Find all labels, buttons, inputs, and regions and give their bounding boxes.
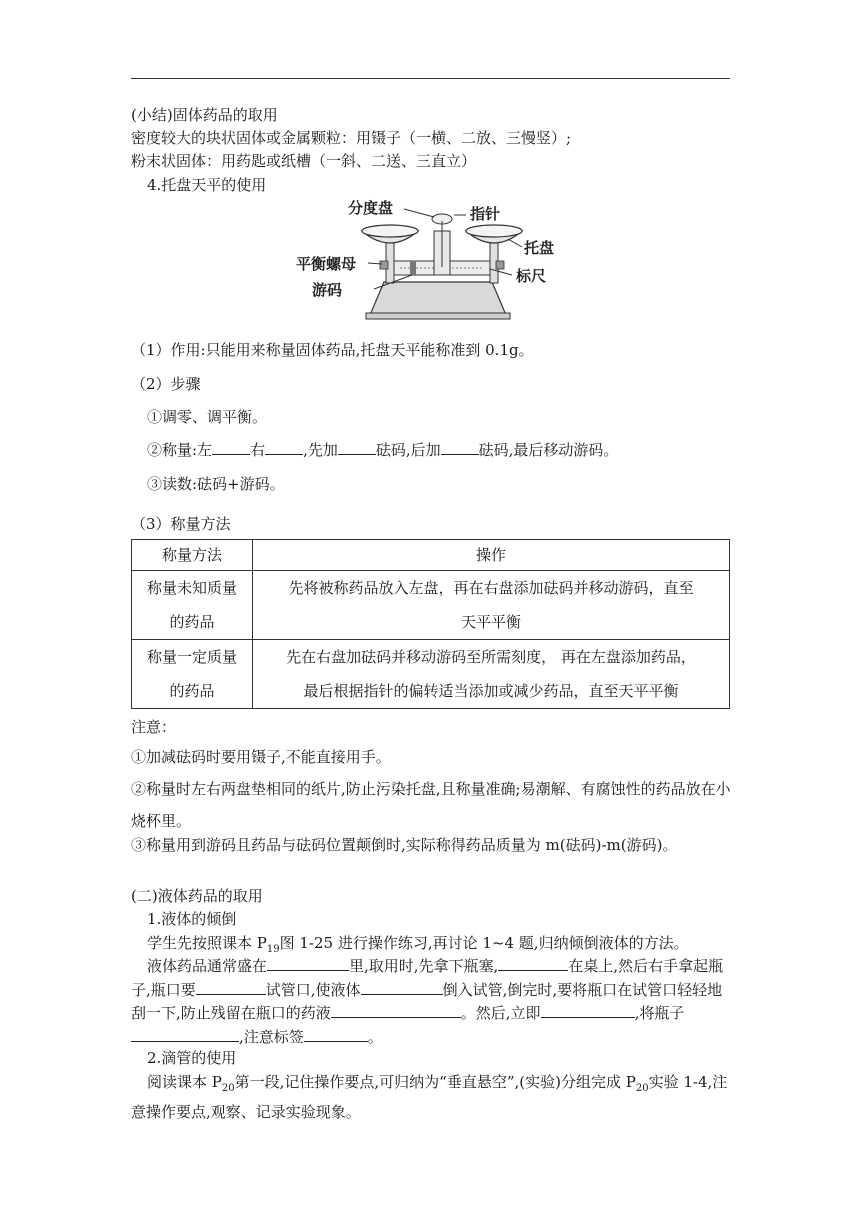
cell-line: 先将被称药品放入左盘，再在右盘添加砝码并移动游码，直至 [288,579,694,597]
table-row [132,640,730,709]
liquid-heading-2: 2.滴管的使用 [147,1049,237,1067]
balance-figure [296,197,566,327]
liquid-para-2 [131,955,731,1049]
cell-line: 最后根据指针的偏转适当添加或减少药品，直至天平平衡 [303,682,679,700]
summary-line-1: 密度较大的块状固体或金属颗粒：用镊子（一横、二放、三慢竖）; [131,129,572,147]
table-header: 操作 [253,540,730,571]
cell-line: 称量未知质量 [146,579,237,597]
header-rule [131,78,730,79]
table-cell-method [132,571,253,640]
cell-line: 天平平衡 [460,613,521,631]
figure-label-pointer: 指针 [470,205,501,223]
blank [265,440,303,455]
para-text: 液体药品通常盛在 [147,957,268,975]
table-header-row [132,540,730,571]
balance-heading: 4.托盘天平的使用 [147,176,267,194]
blank [331,1003,461,1018]
step-1: ①调零、调平衡。 [147,408,268,426]
cell-line: 先在右盘加砝码并移动游码至所需刻度， 再在左盘添加药品， [286,648,696,666]
table-cell-operation [253,640,730,709]
note-2: ②称量时左右两盘垫相同的纸片,防止污染托盘,且称量准确;易潮解、有腐蚀性的药品放在小烧杯里。 [131,780,731,830]
blank [212,440,250,455]
blank [441,440,479,455]
blank [304,1027,368,1042]
blank [196,980,266,995]
step-2-text: 砝码,后加 [375,441,441,459]
summary-line-2: 粉末状固体：用药匙或纸槽（一斜、二送、三直立） [131,152,477,170]
liquid-heading-1: 1.液体的倾倒 [147,910,237,928]
balance-item-1: （1）作用:只能用来称量固体药品,托盘天平能称准到 0.1g。 [131,341,534,359]
para-text: 学生先按照课本 P [147,934,267,952]
figure-label-scale: 标尺 [516,267,547,285]
note-1: ①加减砝码时要用镊子,不能直接用手。 [131,748,391,766]
para-text: 图 1-25 进行操作练习,再讨论 1~4 题,归纳倾倒液体的方法。 [279,934,689,952]
step-2-text: 右 [250,441,266,459]
cell-line: 的药品 [169,682,215,700]
para-text: 第一段,记住操作要点,可归纳为“垂直悬空”,(实验)分组完成 P [234,1073,636,1091]
blank [541,1003,635,1018]
blank [361,980,443,995]
liquid-para-1 [147,932,689,955]
para-text: 里,取用时,先拿下瓶塞, [349,957,499,975]
blank [267,956,349,971]
para-text: 阅读课本 P [147,1073,222,1091]
step-2-text: 砝码,最后移动游码。 [478,441,619,459]
table-header: 称量方法 [132,540,253,571]
para-text: 。 [367,1027,383,1046]
step-2-text: ②称量:左 [147,441,213,459]
notes-label: 注意： [131,718,177,736]
balance-item-2: （2）步骤 [131,375,201,393]
page-subscript: 19 [266,944,280,955]
blank [338,440,376,455]
cell-line: 称量一定质量 [146,648,237,666]
weighing-methods-table [131,539,730,709]
page-subscript: 20 [635,1083,649,1094]
page-subscript: 20 [221,1083,235,1094]
step-3: ③读数:砝码+游码。 [147,475,285,493]
para-text: 实验 1-4,注意操作要点,观察、记录实验现象。 [131,1073,728,1121]
para-text: ,注意标签 [239,1027,304,1046]
table-cell-operation [253,571,730,640]
table-row [132,571,730,640]
figure-label-rider: 游码 [312,281,343,299]
liquid-para-3 [131,1071,731,1124]
step-2 [147,439,618,460]
note-3: ③称量用到游码且药品与砝码位置颠倒时,实际称得药品质量为 m(砝码)-m(游码)。 [131,836,678,854]
step-2-text: ,先加 [303,441,338,459]
liquid-title: (二)液体药品的取用 [131,887,263,905]
figure-label-pan: 托盘 [524,239,555,257]
para-text: 试管口,使液体 [265,980,361,999]
blank [498,956,568,971]
table-cell-method [132,640,253,709]
cell-line: 的药品 [169,613,215,631]
summary-title: (小结)固体药品的取用 [131,106,278,124]
figure-label-dial: 分度盘 [348,199,394,217]
blank [131,1027,239,1042]
balance-item-3: （3）称量方法 [131,515,231,533]
para-text: ,将瓶子 [634,1004,685,1022]
para-text: 。然后,立即 [460,1004,541,1022]
para-text: 在桌上,然后右手拿起瓶子,瓶口要 [131,957,724,999]
para-text: 倒入试管,倒完时,要将瓶口在试管口轻轻地刮一下,防止残留在瓶口的药液 [131,980,723,1022]
figure-label-nut: 平衡螺母 [296,255,357,273]
